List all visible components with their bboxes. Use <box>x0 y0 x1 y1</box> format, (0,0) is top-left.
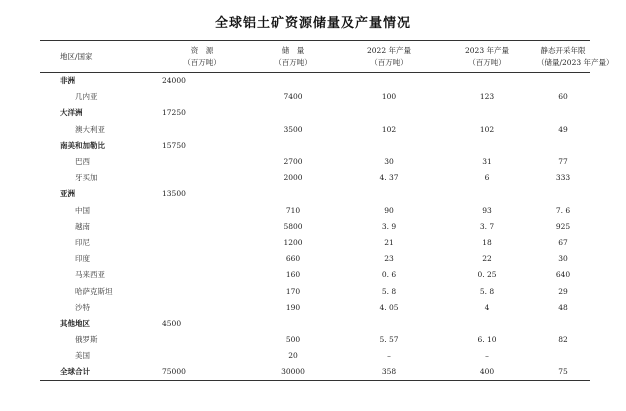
name-cell: 沙特 <box>75 302 90 312</box>
mining-years-cell: 7. 6 <box>555 205 571 215</box>
reserves-cell: 160 <box>285 270 301 280</box>
reserves-cell: 7400 <box>283 92 303 102</box>
mining-years-cell: 48 <box>558 302 568 312</box>
output-2022-cell: 358 <box>340 364 438 380</box>
mining-years-cell <box>536 137 590 153</box>
mining-years-cell: 49 <box>558 124 568 134</box>
output-2023-cell <box>438 105 536 121</box>
region-row <box>40 105 590 121</box>
output-2023-cell: 18 <box>482 237 492 247</box>
output-2023-cell <box>438 315 536 331</box>
name-cell: 中国 <box>75 205 90 215</box>
resources-cell <box>158 348 246 364</box>
header-output-2023: 2023 年产量 （百万吨） <box>438 41 536 73</box>
country-row <box>40 283 590 299</box>
name-cell: 澳大利亚 <box>75 124 105 134</box>
country-row <box>40 267 590 283</box>
resources-cell <box>158 218 246 234</box>
resources-cell: 24000 <box>162 76 186 86</box>
reserves-cell: 20 <box>288 351 298 361</box>
name-cell: 马来西亚 <box>75 270 105 280</box>
resources-cell <box>158 202 246 218</box>
table-body <box>40 73 590 381</box>
reserves-cell <box>246 186 340 202</box>
resources-cell <box>158 332 246 348</box>
resources-cell <box>158 121 246 137</box>
resources-cell: 75000 <box>158 364 246 380</box>
reserves-cell: 2700 <box>283 157 303 167</box>
output-2023-cell <box>438 73 536 89</box>
header-resources: 资 源 （百万吨） <box>158 41 246 73</box>
output-2022-cell: 21 <box>384 237 394 247</box>
output-2023-cell: 22 <box>482 254 492 264</box>
reserves-cell: 170 <box>285 286 301 296</box>
mining-years-cell: 82 <box>558 335 568 345</box>
resources-cell <box>158 251 246 267</box>
reserves-cell <box>246 105 340 121</box>
country-row <box>40 251 590 267</box>
header-region-country: 地区/国家 <box>40 41 158 73</box>
reserves-cell <box>246 137 340 153</box>
reserves-cell: 2000 <box>283 173 303 183</box>
mining-years-cell: 640 <box>555 270 571 280</box>
output-2022-cell: 5. 8 <box>381 286 397 296</box>
country-row <box>40 299 590 315</box>
region-row <box>40 137 590 153</box>
output-2023-cell: 93 <box>482 205 492 215</box>
mining-years-cell <box>536 73 590 89</box>
country-row <box>40 348 590 364</box>
page-title: 全球铝土矿资源储量及产量情况 <box>214 16 411 31</box>
output-2023-cell: 102 <box>479 124 495 134</box>
mining-years-cell: 67 <box>558 237 568 247</box>
name-cell: 越南 <box>75 221 90 231</box>
reserves-cell <box>246 315 340 331</box>
output-2022-cell: 0. 6 <box>381 270 397 280</box>
reserves-cell: 190 <box>285 302 301 312</box>
resources-cell <box>158 283 246 299</box>
mining-years-cell: 75 <box>536 364 590 380</box>
output-2023-cell <box>438 186 536 202</box>
name-cell: 亚洲 <box>60 189 75 199</box>
output-2022-cell: 3. 9 <box>381 221 397 231</box>
mining-years-cell: 29 <box>558 286 568 296</box>
country-row <box>40 234 590 250</box>
reserves-cell: 3500 <box>283 124 303 134</box>
name-cell: 印度 <box>75 254 90 264</box>
name-cell: 非洲 <box>60 76 75 86</box>
region-row <box>40 186 590 202</box>
resources-cell <box>158 267 246 283</box>
mining-years-cell <box>536 105 590 121</box>
name-cell: 美国 <box>75 351 90 361</box>
output-2022-cell: 4. 37 <box>379 173 399 183</box>
name-cell: 全球合计 <box>40 364 158 380</box>
country-row <box>40 332 590 348</box>
resources-cell: 4500 <box>162 318 182 328</box>
resources-cell: 17250 <box>162 108 186 118</box>
header-static-mining-years: 静态开采年限 （储量/2023 年产量） <box>536 41 590 73</box>
output-2023-cell: 123 <box>479 92 495 102</box>
header-reserves: 储 量 （百万吨） <box>246 41 340 73</box>
reserves-cell: 5800 <box>283 221 303 231</box>
mining-years-cell <box>536 186 590 202</box>
output-2022-cell: 30 <box>384 157 394 167</box>
output-2023-cell: 3. 7 <box>479 221 495 231</box>
output-2022-cell <box>340 73 438 89</box>
output-2023-cell: 4 <box>484 302 490 312</box>
resources-cell <box>158 89 246 105</box>
name-cell: 俄罗斯 <box>75 335 98 345</box>
output-2022-cell: 23 <box>384 254 394 264</box>
output-2022-cell: 100 <box>381 92 397 102</box>
reserves-cell: 710 <box>285 205 301 215</box>
name-cell: 其他地区 <box>60 318 90 328</box>
output-2023-cell: 400 <box>438 364 536 380</box>
country-row <box>40 202 590 218</box>
output-2022-cell: 90 <box>384 205 394 215</box>
mining-years-cell: 333 <box>555 173 571 183</box>
name-cell: 南美和加勒比 <box>60 140 105 150</box>
region-row <box>40 73 590 89</box>
output-2023-cell: 31 <box>482 157 492 167</box>
region-row <box>40 315 590 331</box>
output-2022-cell <box>340 186 438 202</box>
reserves-cell: 30000 <box>246 364 340 380</box>
output-2023-cell: 6 <box>484 173 490 183</box>
resources-cell: 15750 <box>162 140 186 150</box>
mining-years-cell: 77 <box>558 157 568 167</box>
reserves-cell: 1200 <box>283 237 303 247</box>
resources-cell <box>158 234 246 250</box>
output-2022-cell: 102 <box>381 124 397 134</box>
output-2023-cell: – <box>485 351 489 361</box>
reserves-cell: 660 <box>285 254 301 264</box>
header-output-2022: 2022 年产量 （百万吨） <box>340 41 438 73</box>
country-row <box>40 218 590 234</box>
mining-years-cell <box>536 315 590 331</box>
mining-years-cell: 30 <box>558 254 568 264</box>
output-2022-cell <box>340 137 438 153</box>
name-cell: 大洋洲 <box>60 108 83 118</box>
mining-years-cell: 925 <box>555 221 571 231</box>
output-2023-cell: 6. 10 <box>477 335 497 345</box>
reserves-cell <box>246 73 340 89</box>
output-2022-cell <box>340 105 438 121</box>
resources-cell <box>158 170 246 186</box>
country-row <box>40 121 590 137</box>
mining-years-cell: 60 <box>558 92 568 102</box>
resources-cell: 13500 <box>162 189 186 199</box>
output-2023-cell <box>438 137 536 153</box>
name-cell: 牙买加 <box>75 173 98 183</box>
country-row <box>40 153 590 169</box>
name-cell: 巴西 <box>75 157 90 167</box>
output-2022-cell: – <box>387 351 391 361</box>
output-2023-cell: 5. 8 <box>479 286 495 296</box>
name-cell: 印尼 <box>75 237 90 247</box>
country-row <box>40 170 590 186</box>
resources-cell <box>158 153 246 169</box>
resources-cell <box>158 299 246 315</box>
output-2022-cell: 5. 57 <box>379 335 399 345</box>
table-header-row <box>40 41 590 73</box>
output-2022-cell: 4. 05 <box>379 302 399 312</box>
country-row <box>40 89 590 105</box>
total-row <box>40 364 590 380</box>
mining-years-cell <box>536 348 590 364</box>
reserves-cell: 500 <box>285 335 301 345</box>
output-2023-cell: 0. 25 <box>477 270 497 280</box>
name-cell: 哈萨克斯坦 <box>75 286 113 296</box>
output-2022-cell <box>340 315 438 331</box>
bauxite-table <box>40 40 614 381</box>
name-cell: 几内亚 <box>75 92 98 102</box>
